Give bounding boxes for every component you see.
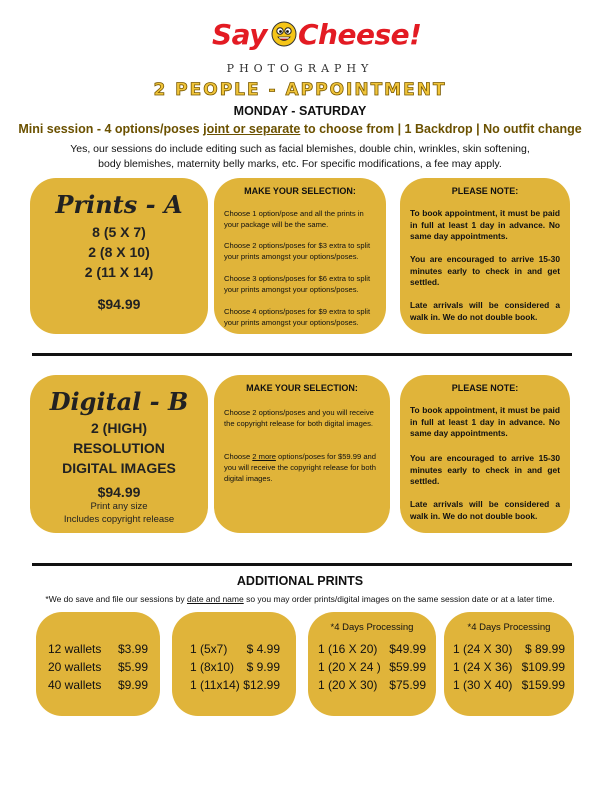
package-b-sub: Includes copyright release [63, 514, 175, 525]
package-b-line: RESOLUTION [73, 440, 165, 456]
package-a-line: 2 (8 X 10) [88, 244, 150, 260]
selection-b-card [214, 375, 390, 533]
price-item: 1 (20 X 24 ) [318, 660, 381, 674]
package-b-line: 2 (HIGH) [91, 420, 147, 436]
price-item: 1 (24 X 36) [453, 660, 513, 674]
mini-session-text-end: to choose from | 1 Backdrop | No outfit change [300, 122, 582, 136]
processing-note: *4 Days Processing [330, 622, 414, 633]
intro-paragraph: Yes, our sessions do include editing such as facial blemishes, double chin, wrinkles, skin softening, body blemishes, maternity belly marks, etc. For specific modifications, a fee may apply. [70, 143, 530, 170]
note-b-heading: PLEASE NOTE: [451, 383, 519, 393]
selection-a-heading: MAKE YOUR SELECTION: [244, 186, 356, 196]
price-value: $ 4.99 [246, 642, 280, 656]
selection-b-heading: MAKE YOUR SELECTION: [246, 383, 358, 393]
price-item: 1 (20 X 30) [318, 678, 378, 692]
brand-subtitle: PHOTOGRAPHY [226, 62, 374, 75]
price-box-wallets [36, 612, 160, 716]
package-b-line: DIGITAL IMAGES [62, 460, 176, 476]
brand-logo [210, 14, 422, 64]
price-item: 20 wallets [48, 660, 102, 674]
section-divider [32, 563, 572, 566]
price-value: $3.99 [117, 642, 148, 656]
selection-b-item-text-end: options/poses for $59.99 and you will receive the copyright release for both digital images. [224, 452, 376, 483]
selection-a-card [214, 178, 386, 334]
price-item: 1 (8x10) [190, 660, 235, 674]
price-box-large-prints [308, 612, 436, 716]
logo-say-text: Say [212, 18, 267, 51]
selection-a-item: Choose 2 options/poses for $3 extra to split your prints amongst your options/poses. [224, 241, 371, 261]
package-a-price: $94.99 [97, 296, 141, 312]
mini-session-line [0, 122, 600, 136]
package-a-line: 8 (5 X 7) [92, 224, 146, 240]
package-a-title: Prints - A [55, 190, 183, 219]
price-value: $ 9.99 [246, 660, 280, 674]
additional-prints-note [0, 594, 600, 604]
note-b-card [400, 375, 570, 533]
price-value: $109.99 [521, 660, 565, 674]
package-b-card [30, 375, 208, 533]
cheese-face-icon [270, 20, 298, 48]
price-item: 40 wallets [48, 678, 102, 692]
mini-session-text: Mini session - 4 options/poses [18, 122, 204, 136]
price-item: 12 wallets [48, 642, 102, 656]
note-a-item: You are encouraged to arrive 15-30 minutes early to check in and get settled. [410, 254, 560, 287]
selection-b-item: Choose 2 options/poses and you will receive the copyright release for both digital images. [224, 408, 374, 428]
selection-b-item-underlined: 2 more [252, 452, 276, 461]
selection-a-item: Choose 3 options/poses for $6 extra to split your prints amongst your options/poses. [224, 274, 371, 294]
selection-a-item: Choose 4 options/poses for $9 extra to split your prints amongst your options/poses. [224, 307, 371, 327]
price-value: $49.99 [389, 642, 426, 656]
selection-a-item: Choose 1 option/pose and all the prints in your package will be the same. [224, 209, 364, 229]
processing-note: *4 Days Processing [467, 622, 551, 633]
note-b-item: Late arrivals will be considered a walk in. We do not double book. [410, 499, 560, 521]
note-a-item: Late arrivals will be considered a walk in. We do not double book. [410, 300, 560, 322]
price-value: $ 89.99 [524, 642, 565, 656]
price-value: $59.99 [389, 660, 426, 674]
logo-cheese-text: Cheese! [298, 18, 422, 51]
package-b-price: $94.99 [97, 484, 141, 500]
price-item: 1 (5x7) [190, 642, 228, 656]
selection-b-item-text: Choose [224, 452, 253, 461]
note-b-item: You are encouraged to arrive 15-30 minutes early to check in and get settled. [410, 453, 560, 486]
package-a-line: 2 (11 X 14) [84, 264, 154, 280]
price-item: 1 (24 X 30) [453, 642, 513, 656]
page-title: 2 PEOPLE - APPOINTMENT [153, 80, 447, 100]
price-value: $159.99 [521, 678, 565, 692]
package-b-title: Digital - B [49, 387, 189, 416]
additional-prints-title: ADDITIONAL PRINTS [236, 574, 364, 588]
price-item: 1 (16 X 20) [318, 642, 378, 656]
days-heading: MONDAY - SATURDAY [233, 104, 367, 118]
price-box-xl-prints [444, 612, 574, 716]
mini-session-underlined: joint or separate [203, 122, 301, 136]
note-a-heading: PLEASE NOTE: [451, 186, 519, 196]
price-value: $9.99 [117, 678, 148, 692]
price-item: 1 (11x14) [190, 678, 240, 692]
selection-b-item [224, 451, 380, 484]
package-a-card [30, 178, 208, 334]
price-value: $12.99 [243, 678, 280, 692]
additional-note-text: *We do save and file our sessions by [45, 594, 187, 604]
note-a-item: To book appointment, it must be paid in full at least 1 day in advance. No same day appointments. [410, 208, 560, 241]
price-box-small-prints [172, 612, 296, 716]
price-value: $75.99 [389, 678, 426, 692]
price-item: 1 (30 X 40) [453, 678, 513, 692]
additional-note-underlined: date and name [187, 594, 244, 604]
section-divider [32, 353, 572, 356]
note-a-card [400, 178, 570, 334]
price-value: $5.99 [117, 660, 148, 674]
additional-note-text-end: so you may order prints/digital images on the same session date or at a later time. [243, 594, 555, 604]
package-b-sub: Print any size [90, 501, 148, 512]
note-b-item: To book appointment, it must be paid in full at least 1 day in advance. No same day appointments. [410, 405, 560, 438]
